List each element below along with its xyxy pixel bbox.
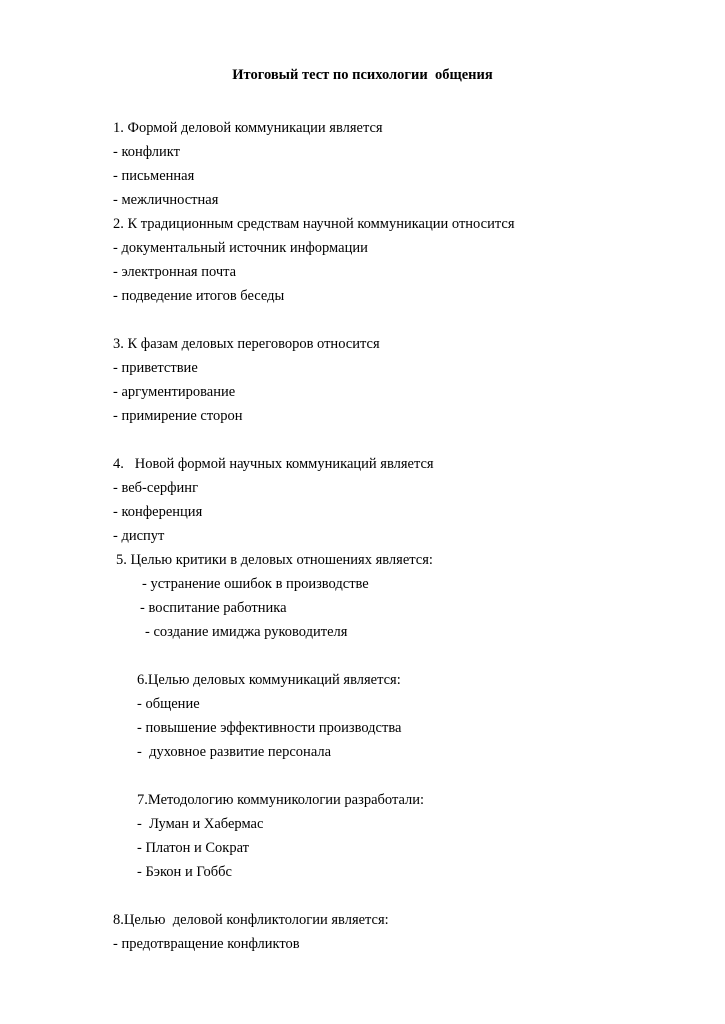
answer-option: - конфликт (113, 144, 180, 160)
answer-option: - веб-серфинг (113, 480, 199, 496)
question-6: 6.Целью деловых коммуникаций является: (137, 672, 401, 688)
question-4: 4. Новой формой научных коммуникаций является (113, 456, 434, 472)
answer-option: - электронная почта (113, 264, 237, 280)
answer-option: - аргументирование (113, 384, 236, 400)
question-7: 7.Методологию коммуникологии разработали: (137, 792, 425, 808)
answer-option: - Бэкон и Гоббс (137, 864, 232, 880)
answer-option: - создание имиджа руководителя (145, 624, 348, 640)
answer-option: - диспут (113, 528, 165, 544)
answer-option: - приветствие (113, 360, 198, 376)
answer-option: - подведение итогов беседы (113, 288, 285, 304)
answer-option: - предотвращение конфликтов (113, 936, 300, 952)
answer-option: - конференция (113, 504, 203, 520)
question-2: 2. К традиционным средствам научной коммуникации относится (113, 216, 515, 232)
answer-option: - межличностная (113, 192, 219, 208)
question-5: 5. Целью критики в деловых отношениях является: (116, 552, 433, 568)
answer-option: - Луман и Хабермас (137, 816, 264, 832)
document-title: Итоговый тест по психологии общения (232, 67, 493, 83)
question-1: 1. Формой деловой коммуникации является (113, 120, 383, 136)
answer-option: - духовное развитие персонала (137, 744, 332, 760)
answer-option: - общение (137, 696, 200, 712)
answer-option: - устранение ошибок в производстве (142, 576, 369, 592)
answer-option: - документальный источник информации (113, 240, 368, 256)
answer-option: - письменная (113, 168, 195, 184)
question-3: 3. К фазам деловых переговоров относится (113, 336, 380, 352)
question-8: 8.Целью деловой конфликтологии является: (113, 912, 389, 928)
answer-option: - Платон и Сократ (137, 840, 249, 856)
answer-option: - примирение сторон (113, 408, 243, 424)
answer-option: - воспитание работника (140, 600, 287, 616)
answer-option: - повышение эффективности производства (137, 720, 402, 736)
